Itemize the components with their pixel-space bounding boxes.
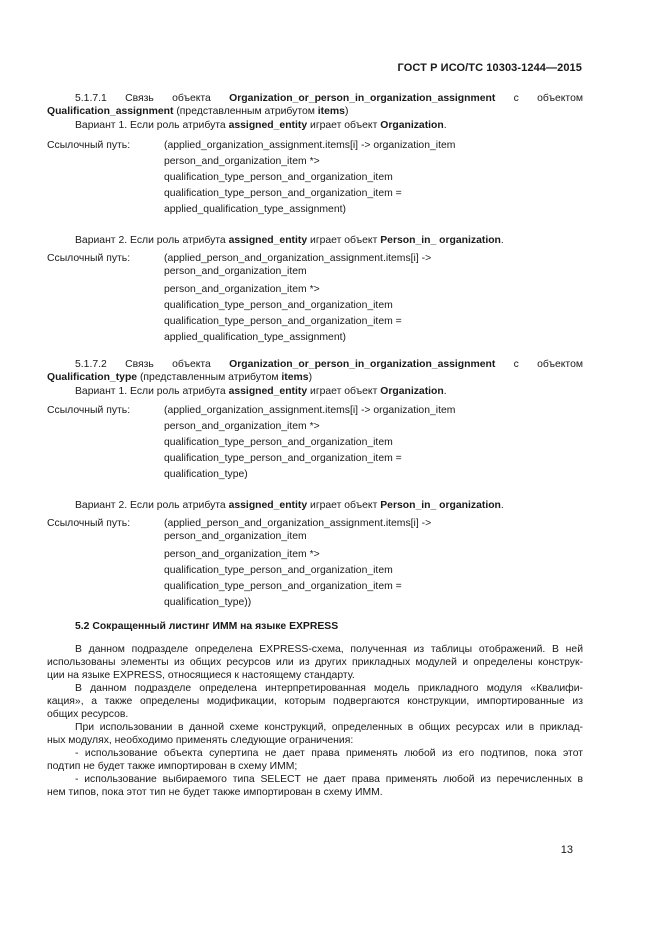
paragraph-line: кация», а также определены модификации, которым подвергаются конструкции, импортированные из <box>47 696 583 707</box>
clause-target-line: Qualification_assignment (представленным атрибутом items) <box>47 106 349 117</box>
page-header-standard-id: ГОСТ Р ИСО/ТС 10303-1244—2015 <box>397 62 582 74</box>
paragraph-line: ции на языке EXPRESS, относящиеся к настоящему стандарту. <box>47 670 355 681</box>
clause-number: 5.1.7.1 <box>75 93 107 104</box>
reference-path-label: Ссылочный путь: <box>47 253 131 264</box>
paragraph-line: ных модулях, необходимо применять следующие ограничения: <box>47 735 354 746</box>
paragraph-line: При использовании в данной схеме конструкций, определенных в общих ресурсах или в приклад- <box>75 722 583 733</box>
paragraph-line: использованы элементы из общих ресурсов или из других прикладных модулей и определены конструк- <box>47 657 583 668</box>
variant-1-line: Вариант 1. Если роль атрибута assigned_entity играет объект Organization. <box>75 386 447 397</box>
section-heading: 5.2 Сокращенный листинг ИММ на языке EXPRESS <box>75 621 339 632</box>
clause-heading-line: 5.1.7.2 Связь объекта Organization_or_person_in_organization_assignment с объектом <box>75 359 583 370</box>
entity-name: Organization_or_person_in_organization_assignment <box>229 93 496 104</box>
reference-path-label: Ссылочный путь: <box>47 518 131 529</box>
reference-path-1: (applied_organization_assignment.items[i] -> organization_item person_and_organization_item *> qualification_type_person_and_organization_item qualification_type_person_and_organization_item = qualification_type) <box>164 405 456 480</box>
restriction-item: - использование выбираемого типа SELECT не дает права применять любой из перечисленных в <box>75 774 583 785</box>
variant-2-line: Вариант 2. Если роль атрибута assigned_entity играет объект Person_in_ organization. <box>75 235 504 246</box>
paragraph-line: В данном подразделе определена интерпретированная модель прикладного модуля «Квалифи- <box>75 683 583 694</box>
reference-path-2: (applied_person_and_organization_assignment.items[i] -> person_and_organization_item person_and_organization_item *> qualification_type_person_and_organization_item qualification_type_person_and_organization_item = qualification_type)) <box>164 518 432 608</box>
reference-path-label: Ссылочный путь: <box>47 405 131 416</box>
reference-path-label: Ссылочный путь: <box>47 140 131 151</box>
restriction-item: - использование объекта супертипа не дает права применять любой из его подтипов, пока этот <box>75 748 583 759</box>
clause-heading-line: 5.1.7.1 Связь объекта Organization_or_person_in_organization_assignment с объектом <box>75 93 583 104</box>
paragraph-line: общих ресурсов. <box>47 709 129 720</box>
paragraph-line: В данном подразделе определена EXPRESS-схема, полученная из таблицы отображений. В ней <box>75 644 583 655</box>
clause-number: 5.1.7.2 <box>75 359 107 370</box>
reference-path-2: (applied_person_and_organization_assignment.items[i] -> person_and_organization_item person_and_organization_item *> qualification_type_person_and_organization_item qualification_type_person_and_organization_item = applied_qualification_type_assignment) <box>164 253 432 343</box>
clause-target-line: Qualification_type (представленным атрибутом items) <box>47 372 313 383</box>
target-entity: Qualification_assignment <box>47 106 174 117</box>
reference-path-1: (applied_organization_assignment.items[i] -> organization_item person_and_organization_item *> qualification_type_person_and_organization_item qualification_type_person_and_organization_item = applied_qualification_type_assignment) <box>164 140 456 215</box>
variant-2-line: Вариант 2. Если роль атрибута assigned_entity играет объект Person_in_ organization. <box>75 500 504 511</box>
variant-1-line: Вариант 1. Если роль атрибута assigned_entity играет объект Organization. <box>75 120 447 131</box>
entity-name: Organization_or_person_in_organization_assignment <box>229 359 496 370</box>
restriction-item: нем типов, пока этот тип не будет также импортирован в схему ИММ. <box>47 787 383 798</box>
target-entity: Qualification_type <box>47 372 138 383</box>
restriction-item: подтип не будет также импортирован в схему ИММ; <box>47 761 298 772</box>
page-number: 13 <box>560 844 573 856</box>
